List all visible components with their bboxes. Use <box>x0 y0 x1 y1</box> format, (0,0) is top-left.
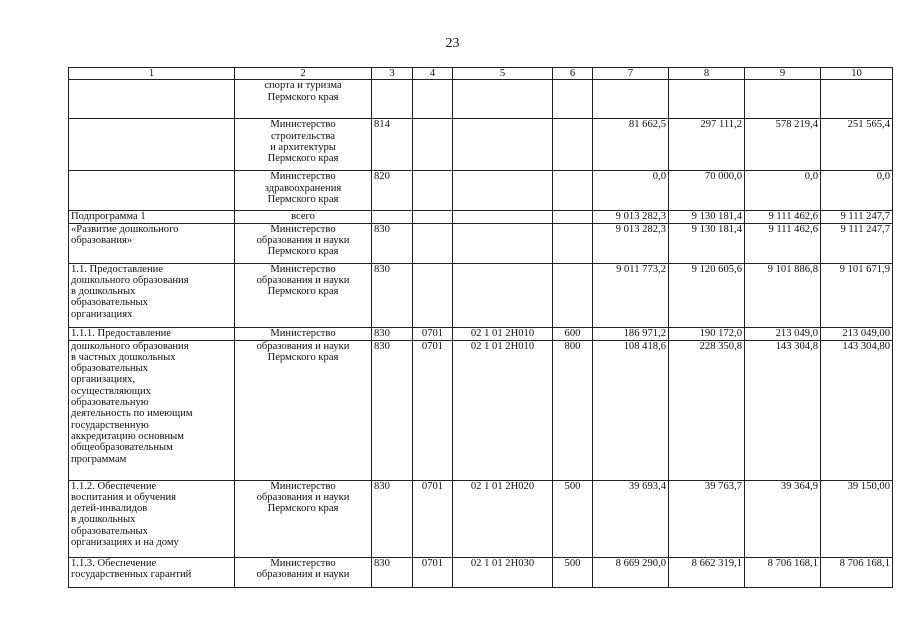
cell-text: строительства <box>270 130 336 142</box>
table-cell-1 <box>69 327 235 340</box>
cell-text: 213 049,00 <box>842 327 890 339</box>
table-row <box>69 80 893 119</box>
cell-text: 800 <box>564 340 581 352</box>
cell-text: образования и науки <box>256 274 350 286</box>
cell-text: Пермского края <box>267 193 339 205</box>
cell-text: 9 013 282,3 <box>615 223 666 235</box>
cell-text: государственную <box>71 419 149 431</box>
cell-text: Пермского края <box>267 153 339 165</box>
cell-text: спорта и туризма <box>264 80 342 92</box>
cell-text: 228 350,8 <box>699 340 742 352</box>
cell-text: в дошкольных <box>71 286 136 298</box>
table-cell-6 <box>553 171 593 211</box>
cell-text: 830 <box>374 223 390 235</box>
cell-text: 8 662 319,1 <box>691 557 742 569</box>
cell-text: организациях <box>71 308 133 320</box>
cell-text: 0,0 <box>876 171 890 183</box>
table-cell-2 <box>235 119 372 171</box>
cell-text: 500 <box>564 480 581 492</box>
table-cell-3 <box>372 80 413 119</box>
table-cell-10 <box>821 171 893 211</box>
table-cell-5 <box>453 557 553 587</box>
header-cell-7: 7 <box>593 68 669 80</box>
table-cell-5 <box>453 263 553 327</box>
table-row <box>69 171 893 211</box>
table-cell-7 <box>593 480 669 557</box>
table-cell-4 <box>413 480 453 557</box>
table-cell-2 <box>235 211 372 223</box>
table-cell-6 <box>553 480 593 557</box>
cell-text: государственных гарантий <box>71 568 192 580</box>
table-cell-10 <box>821 263 893 327</box>
cell-text: образовательную <box>71 397 149 409</box>
cell-text: 814 <box>374 119 390 131</box>
budget-table <box>68 67 893 588</box>
table-row <box>69 211 893 223</box>
table-cell-9 <box>745 557 821 587</box>
cell-text: 9 120 605,6 <box>691 263 742 275</box>
table-cell-9 <box>745 171 821 211</box>
cell-text: деятельность по имеющим <box>71 408 193 420</box>
cell-text: Министерство <box>270 119 336 131</box>
cell-text: 9 111 247,7 <box>840 211 890 223</box>
table-cell-2 <box>235 557 372 587</box>
table-cell-10 <box>821 340 893 480</box>
table-cell-4 <box>413 80 453 119</box>
cell-text: 251 565,4 <box>847 119 890 131</box>
cell-text: 1.1.2. Обеспечение <box>71 480 157 492</box>
cell-text: 39 150,00 <box>847 480 890 492</box>
table-cell-3 <box>372 119 413 171</box>
cell-text: 0701 <box>421 557 444 569</box>
cell-text: «Развитие дошкольного <box>71 223 179 235</box>
cell-text: организациях, <box>71 374 136 386</box>
table-cell-10 <box>821 557 893 587</box>
table-cell-8 <box>669 80 745 119</box>
table-cell-10 <box>821 480 893 557</box>
table-row <box>69 223 893 263</box>
table-cell-1 <box>69 211 235 223</box>
table-cell-8 <box>669 340 745 480</box>
table-cell-9 <box>745 340 821 480</box>
table-cell-3 <box>372 263 413 327</box>
cell-text: 830 <box>374 480 390 492</box>
table-cell-5 <box>453 119 553 171</box>
cell-text: Министерство <box>270 557 336 569</box>
cell-text: 830 <box>374 327 390 339</box>
cell-text: 9 101 671,9 <box>839 263 890 275</box>
cell-text: 8 706 168,1 <box>767 557 818 569</box>
cell-text: программам <box>71 453 127 465</box>
cell-text: 0,0 <box>652 171 666 183</box>
cell-text: 9 111 247,7 <box>840 223 890 235</box>
cell-text: 143 304,80 <box>842 340 890 352</box>
cell-text: 297 111,2 <box>700 119 742 131</box>
table-cell-1 <box>69 171 235 211</box>
table-row <box>69 327 893 340</box>
cell-text: 820 <box>374 171 390 183</box>
table-cell-2 <box>235 340 372 480</box>
table-cell-4 <box>413 211 453 223</box>
cell-text: 9 111 462,6 <box>768 211 818 223</box>
table-cell-2 <box>235 80 372 119</box>
table-cell-1 <box>69 80 235 119</box>
cell-text: 830 <box>374 263 390 275</box>
table-cell-1 <box>69 480 235 557</box>
table-cell-5 <box>453 327 553 340</box>
cell-text: 02 1 01 2Н030 <box>470 557 535 569</box>
table-row <box>69 119 893 171</box>
cell-text: дошкольного образования <box>71 340 189 352</box>
table-cell-6 <box>553 327 593 340</box>
cell-text: образовательных <box>71 297 148 309</box>
table-cell-2 <box>235 480 372 557</box>
table-cell-8 <box>669 171 745 211</box>
header-cell-4: 4 <box>413 68 453 80</box>
table-cell-4 <box>413 223 453 263</box>
table-cell-4 <box>413 340 453 480</box>
table-cell-4 <box>413 557 453 587</box>
cell-text: 0,0 <box>804 171 818 183</box>
table-cell-9 <box>745 263 821 327</box>
cell-text: 8 706 168,1 <box>839 557 890 569</box>
cell-text: 0701 <box>421 480 444 492</box>
table-cell-1 <box>69 557 235 587</box>
table-cell-1 <box>69 119 235 171</box>
cell-text: образования и науки <box>256 234 350 246</box>
table-cell-10 <box>821 327 893 340</box>
table-cell-7 <box>593 223 669 263</box>
table-cell-7 <box>593 340 669 480</box>
table-cell-6 <box>553 223 593 263</box>
cell-text: в дошкольных <box>71 514 136 526</box>
cell-text: 186 971,2 <box>623 327 666 339</box>
page-number: 23 <box>445 36 460 51</box>
table-cell-8 <box>669 480 745 557</box>
header-cell-1: 1 <box>69 68 235 80</box>
cell-text: образования и науки <box>256 491 350 503</box>
table-cell-5 <box>453 80 553 119</box>
cell-text: 9 130 181,4 <box>691 211 742 223</box>
table-cell-6 <box>553 263 593 327</box>
table-cell-1 <box>69 223 235 263</box>
cell-text: детей-инвалидов <box>71 503 148 515</box>
table-cell-2 <box>235 327 372 340</box>
cell-text: и архитектуры <box>270 141 336 153</box>
cell-text: Министерство <box>270 171 336 183</box>
cell-text: Пермского края <box>267 286 339 298</box>
table-cell-3 <box>372 223 413 263</box>
cell-text: общеобразовательным <box>71 442 173 454</box>
table-cell-8 <box>669 223 745 263</box>
cell-text: организациях и на дому <box>71 537 179 549</box>
table-cell-6 <box>553 80 593 119</box>
cell-text: 0701 <box>421 340 444 352</box>
cell-text: аккредитацию основным <box>71 430 184 442</box>
header-cell-2: 2 <box>235 68 372 80</box>
cell-text: 213 049,0 <box>775 327 818 339</box>
table-cell-3 <box>372 211 413 223</box>
cell-text: в частных дошкольных <box>71 351 176 363</box>
table-row <box>69 557 893 587</box>
cell-text: 190 172,0 <box>699 327 742 339</box>
header-row <box>69 68 893 80</box>
cell-text: 02 1 01 2Н010 <box>470 327 535 339</box>
table-cell-7 <box>593 171 669 211</box>
table-row <box>69 480 893 557</box>
cell-text: 9 011 773,2 <box>616 263 666 275</box>
table-row <box>69 263 893 327</box>
cell-text: осуществляющих <box>71 385 151 397</box>
header-cell-9: 9 <box>745 68 821 80</box>
table-cell-6 <box>553 557 593 587</box>
cell-text: 39 364,9 <box>780 480 818 492</box>
table-row <box>69 340 893 480</box>
cell-text: здравоохранения <box>264 182 342 194</box>
cell-text: 578 219,4 <box>775 119 818 131</box>
table-cell-7 <box>593 80 669 119</box>
cell-text: 1.1.1. Предоставление <box>71 327 171 339</box>
table-cell-9 <box>745 327 821 340</box>
table-cell-4 <box>413 263 453 327</box>
cell-text: 108 418,6 <box>623 340 666 352</box>
table-cell-8 <box>669 557 745 587</box>
table-cell-5 <box>453 171 553 211</box>
cell-text: 81 662,5 <box>628 119 666 131</box>
table-cell-4 <box>413 119 453 171</box>
table-cell-5 <box>453 480 553 557</box>
table-cell-8 <box>669 327 745 340</box>
cell-text: образования и науки <box>256 340 350 352</box>
table-cell-5 <box>453 211 553 223</box>
table-cell-3 <box>372 171 413 211</box>
cell-text: 8 669 290,0 <box>615 557 666 569</box>
table-cell-7 <box>593 557 669 587</box>
table-cell-2 <box>235 223 372 263</box>
table-cell-9 <box>745 80 821 119</box>
table-cell-8 <box>669 211 745 223</box>
header-cell-6: 6 <box>553 68 593 80</box>
cell-text: дошкольного образования <box>71 274 189 286</box>
table-body <box>69 68 893 588</box>
cell-text: Пермского края <box>267 91 339 103</box>
cell-text: воспитания и обучения <box>71 491 176 503</box>
table-cell-3 <box>372 557 413 587</box>
table-cell-5 <box>453 340 553 480</box>
cell-text: образовательных <box>71 363 148 375</box>
table-cell-8 <box>669 263 745 327</box>
cell-text: 0701 <box>421 327 444 339</box>
cell-text: Министерство <box>270 223 336 235</box>
cell-text: Пермского края <box>267 246 339 258</box>
table-cell-9 <box>745 480 821 557</box>
table-cell-6 <box>553 211 593 223</box>
table-cell-3 <box>372 340 413 480</box>
cell-text: 70 000,0 <box>704 171 742 183</box>
table-cell-8 <box>669 119 745 171</box>
cell-text: 02 1 01 2Н010 <box>470 340 535 352</box>
table-cell-3 <box>372 480 413 557</box>
cell-text: 1.1.3. Обеспечение <box>71 557 157 569</box>
header-cell-5: 5 <box>453 68 553 80</box>
table-cell-10 <box>821 80 893 119</box>
cell-text: 1.1. Предоставление <box>71 263 164 275</box>
table-cell-7 <box>593 119 669 171</box>
table-cell-2 <box>235 263 372 327</box>
cell-text: Подпрограмма 1 <box>71 211 146 223</box>
table-cell-1 <box>69 340 235 480</box>
table-cell-9 <box>745 223 821 263</box>
table-cell-2 <box>235 171 372 211</box>
table-cell-10 <box>821 223 893 263</box>
cell-text: всего <box>291 211 315 223</box>
cell-text: образования» <box>71 234 133 246</box>
table-cell-7 <box>593 263 669 327</box>
cell-text: 9 013 282,3 <box>615 211 666 223</box>
cell-text: Министерство <box>270 480 336 492</box>
header-cell-10: 10 <box>821 68 893 80</box>
cell-text: 39 763,7 <box>704 480 742 492</box>
cell-text: Пермского края <box>267 503 339 515</box>
cell-text: Пермского края <box>267 351 339 363</box>
table-cell-10 <box>821 211 893 223</box>
table-cell-4 <box>413 327 453 340</box>
cell-text: 39 693,4 <box>628 480 666 492</box>
table-cell-3 <box>372 327 413 340</box>
cell-text: 830 <box>374 340 390 352</box>
cell-text: 500 <box>564 557 581 569</box>
cell-text: 600 <box>564 327 581 339</box>
cell-text: 9 111 462,6 <box>768 223 818 235</box>
header-cell-8: 8 <box>669 68 745 80</box>
cell-text: Министерство <box>270 327 336 339</box>
cell-text: 02 1 01 2Н020 <box>470 480 535 492</box>
table-cell-5 <box>453 223 553 263</box>
cell-text: 9 130 181,4 <box>691 223 742 235</box>
cell-text: образовательных <box>71 525 148 537</box>
table-cell-9 <box>745 211 821 223</box>
table-cell-4 <box>413 171 453 211</box>
table-cell-6 <box>553 119 593 171</box>
cell-text: Министерство <box>270 263 336 275</box>
header-cell-3: 3 <box>372 68 413 80</box>
table-cell-7 <box>593 211 669 223</box>
table-cell-1 <box>69 263 235 327</box>
cell-text: образования и науки <box>256 568 350 580</box>
cell-text: 9 101 886,8 <box>767 263 818 275</box>
table-cell-10 <box>821 119 893 171</box>
table-cell-6 <box>553 340 593 480</box>
cell-text: 830 <box>374 557 390 569</box>
cell-text: 143 304,8 <box>775 340 818 352</box>
table-cell-9 <box>745 119 821 171</box>
table-cell-7 <box>593 327 669 340</box>
